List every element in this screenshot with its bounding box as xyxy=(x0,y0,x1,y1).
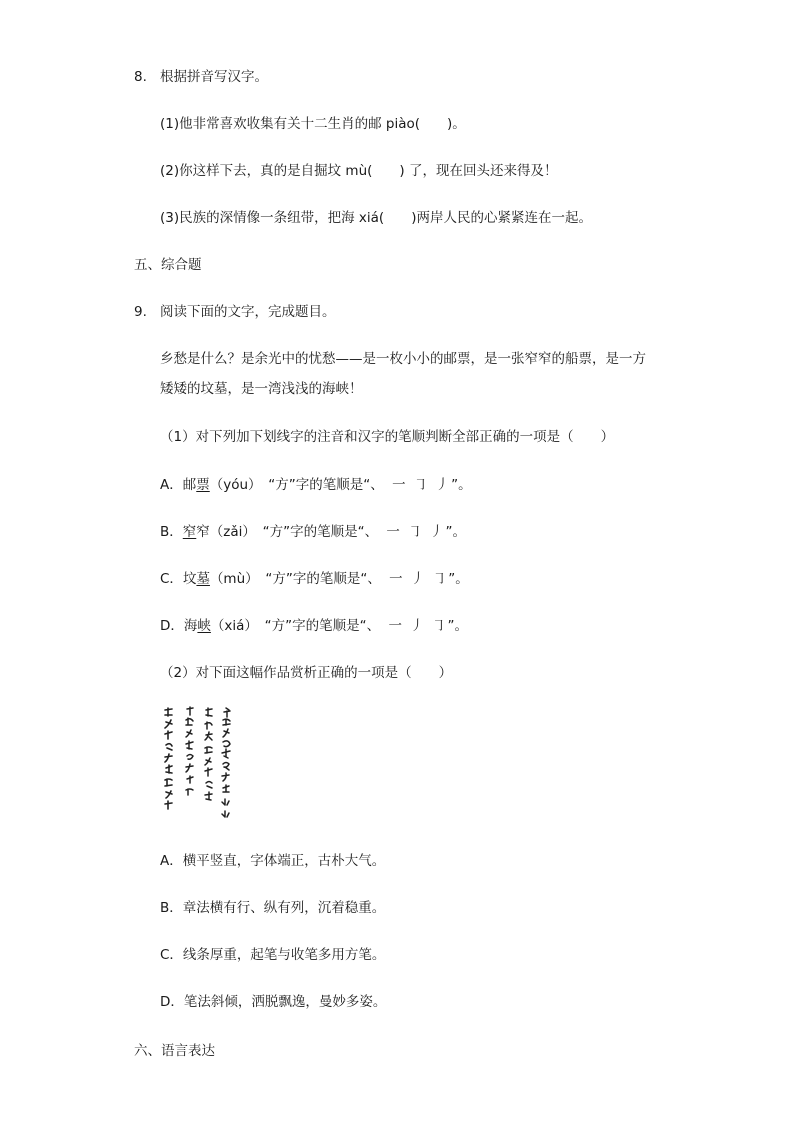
section-heading-6: 六、语言表达 xyxy=(134,1043,215,1059)
option-a: A．横平竖直，字体端正，古朴大气。 xyxy=(160,853,386,869)
option-end: ”。 xyxy=(445,524,466,540)
calligraphy-column xyxy=(205,708,212,800)
stroke-order: 、 一 ㇆ 丿 xyxy=(370,477,452,493)
question-9 xyxy=(134,303,336,321)
q8-item-1: (1)他非常喜欢收集有关十二生肖的邮 piào( )。 xyxy=(160,116,466,132)
option-d xyxy=(160,617,468,635)
question-8 xyxy=(134,68,268,86)
question-number: 8. xyxy=(134,69,147,85)
question-prompt: 根据拼音写汉字。 xyxy=(160,69,268,85)
option-end: ”。 xyxy=(451,477,472,493)
option-b xyxy=(160,523,466,541)
option-text: （xiá） “方”字的笔顺是“ xyxy=(210,618,367,634)
option-text: 邮 xyxy=(182,477,197,493)
underlined-word: 墓 xyxy=(196,571,210,587)
passage-line-1: 乡愁是什么？是余光中的忧愁——是一枚小小的邮票，是一张窄窄的船票，是一方 xyxy=(160,351,646,367)
underlined-word: 窄 xyxy=(182,524,197,540)
option-text: 坟 xyxy=(182,571,197,587)
sub-question-2: （2）对下面这幅作品赏析正确的一项是（ ） xyxy=(160,665,453,681)
option-c xyxy=(160,570,469,588)
option-end: ”。 xyxy=(448,571,469,587)
calligraphy-column xyxy=(186,707,193,795)
option-letter: C． xyxy=(160,571,183,587)
calligraphy-column xyxy=(222,708,230,817)
option-text: （mù） “方”字的笔顺是“ xyxy=(209,571,368,587)
option-letter: A． xyxy=(160,477,183,493)
option-letter: D． xyxy=(160,618,184,634)
option-text: 海 xyxy=(183,618,198,634)
option-b: B．章法横有行、纵有列，沉着稳重。 xyxy=(160,900,386,916)
section-heading-5: 五、综合题 xyxy=(134,257,202,273)
underlined-word: 峡 xyxy=(197,618,211,634)
calligraphy-image xyxy=(160,704,236,824)
option-c: C．线条厚重，起笔与收笔多用方笔。 xyxy=(160,947,386,963)
stroke-order: 、 一 ㇆ 丿 xyxy=(364,524,446,540)
question-prompt: 阅读下面的文字，完成题目。 xyxy=(160,304,336,320)
calligraphy-column xyxy=(165,708,172,809)
question-number: 9. xyxy=(134,304,147,320)
stroke-order: 、 一 丿 ㇆ xyxy=(367,571,449,587)
option-a xyxy=(160,476,472,494)
option-text: 窄（zǎi） “方”字的笔顺是“ xyxy=(196,524,365,540)
option-d: D．笔法斜倾，洒脱飘逸，曼妙多姿。 xyxy=(160,994,387,1010)
option-text: （yóu） “方”字的笔顺是“ xyxy=(209,477,371,493)
passage-line-2: 矮矮的坟墓，是一湾浅浅的海峡！ xyxy=(160,381,363,397)
q8-item-3: (3)民族的深情像一条纽带，把海 xiá( )两岸人民的心紧紧连在一起。 xyxy=(160,210,592,226)
option-letter: B． xyxy=(160,524,183,540)
q8-item-2: (2)你这样下去，真的是自掘坟 mù( ) 了，现在回头还来得及！ xyxy=(160,163,558,179)
option-end: ”。 xyxy=(447,618,469,634)
sub-question-1: （1）对下列加下划线字的注音和汉字的笔顺判断全部正确的一项是（ ） xyxy=(160,429,615,445)
stroke-order: 、 一 丿 ㇆ xyxy=(366,618,448,634)
underlined-word: 票 xyxy=(196,477,210,493)
